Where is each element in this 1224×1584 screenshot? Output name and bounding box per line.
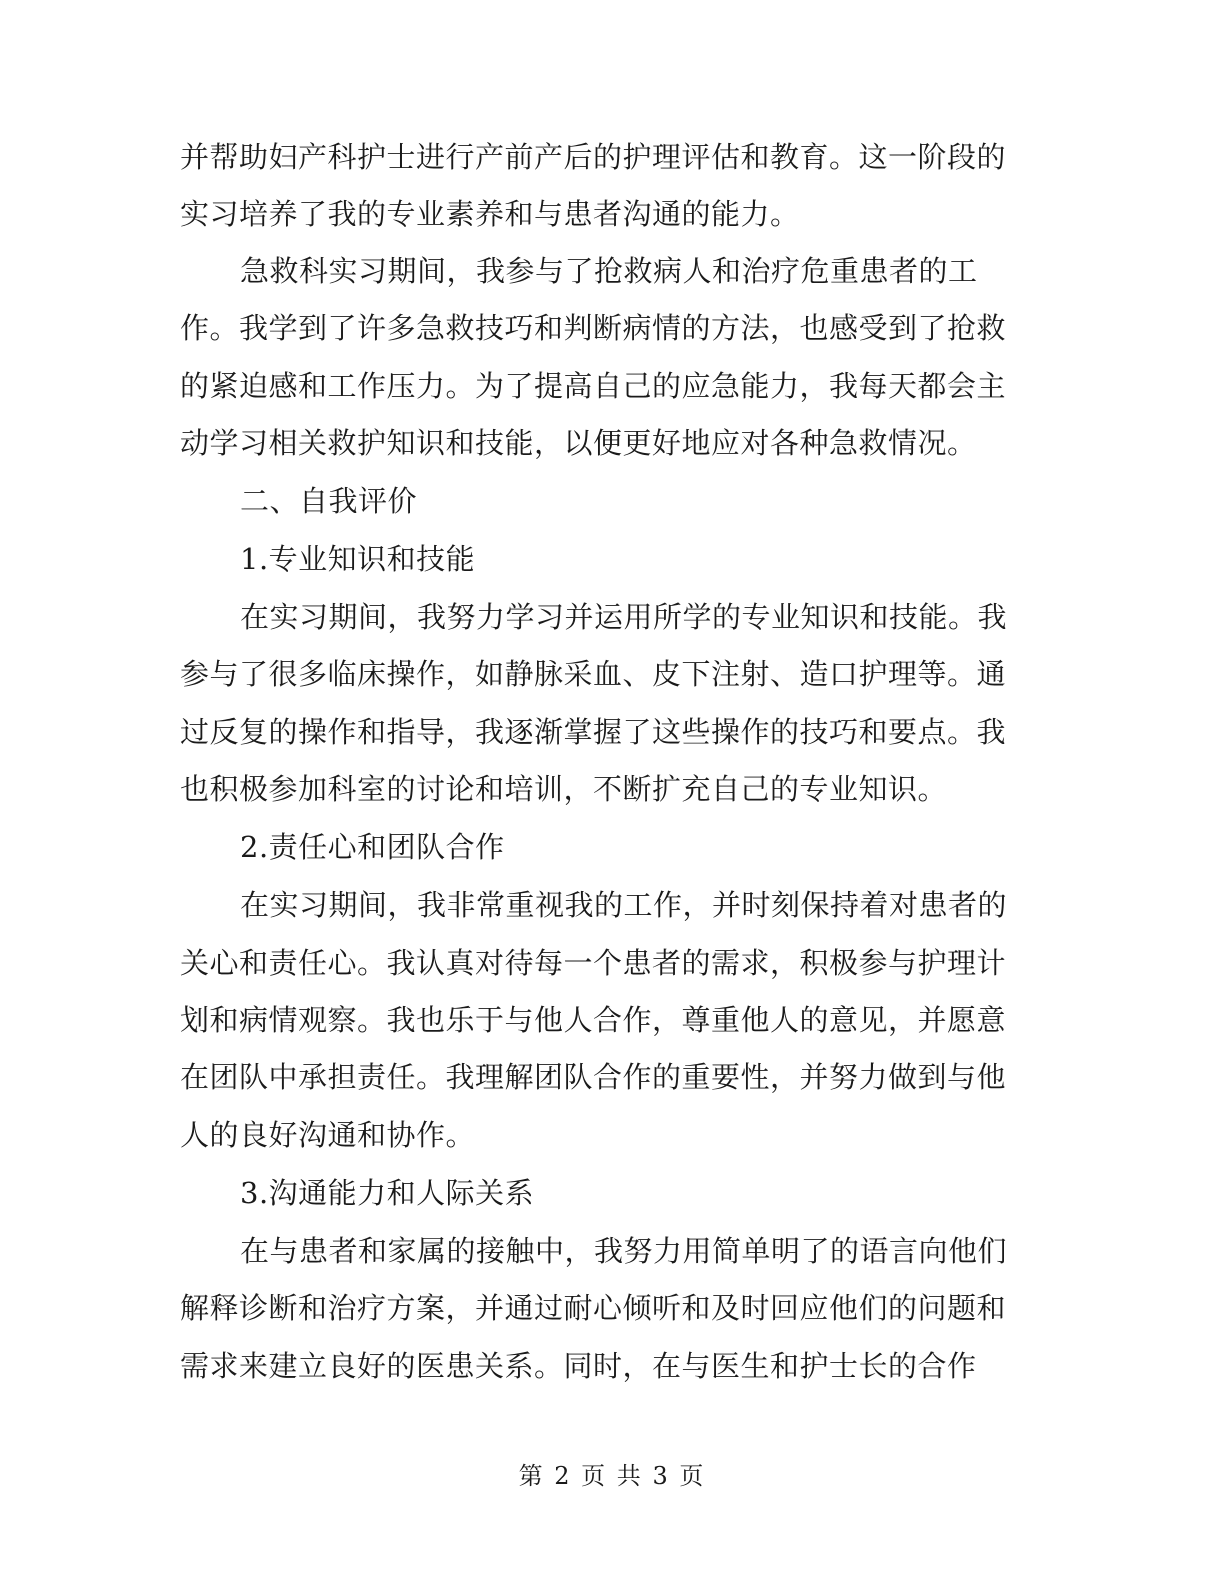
subsection-heading: 1.专业知识和技能 [240,542,476,576]
body-text-line: 关心和责任心。我认真对待每一个患者的需求，积极参与护理计 [180,946,1007,980]
body-text-line: 实习培养了我的专业素养和与患者沟通的能力。 [180,197,800,231]
page-footer: 第 2 页 共 3 页 [518,1462,706,1490]
body-text-line: 作。我学到了许多急救技巧和判断病情的方法，也感受到了抢救 [180,311,1007,345]
body-text-line: 解释诊断和治疗方案，并通过耐心倾听和及时回应他们的问题和 [180,1291,1007,1325]
body-text-line: 划和病情观察。我也乐于与他人合作，尊重他人的意见，并愿意 [180,1003,1007,1037]
subsection-heading: 2.责任心和团队合作 [240,830,505,864]
paragraph-start-line: 在与患者和家属的接触中，我努力用简单明了的语言向他们 [240,1234,1008,1268]
paragraph-start-line: 在实习期间，我非常重视我的工作，并时刻保持着对患者的 [240,888,1008,922]
body-text-line: 动学习相关救护知识和技能，以便更好地应对各种急救情况。 [180,426,977,460]
body-text-line: 需求来建立良好的医患关系。同时，在与医生和护士长的合作 [180,1349,977,1383]
body-text-line: 在团队中承担责任。我理解团队合作的重要性，并努力做到与他 [180,1060,1007,1094]
body-text-line: 过反复的操作和指导，我逐渐掌握了这些操作的技巧和要点。我 [180,715,1007,749]
body-text-line: 人的良好沟通和协作。 [180,1118,476,1152]
paragraph-start-line: 在实习期间，我努力学习并运用所学的专业知识和技能。我 [240,600,1008,634]
subsection-heading: 3.沟通能力和人际关系 [240,1176,535,1210]
body-text-line: 参与了很多临床操作，如静脉采血、皮下注射、造口护理等。通 [180,657,1007,691]
body-text-line: 也积极参加科室的讨论和培训，不断扩充自己的专业知识。 [180,772,948,806]
body-text-line: 的紧迫感和工作压力。为了提高自己的应急能力，我每天都会主 [180,369,1007,403]
paragraph-start-line: 急救科实习期间，我参与了抢救病人和治疗危重患者的工 [240,254,978,288]
section-heading: 二、自我评价 [240,484,418,518]
body-text-line: 并帮助妇产科护士进行产前产后的护理评估和教育。这一阶段的 [180,140,1007,174]
